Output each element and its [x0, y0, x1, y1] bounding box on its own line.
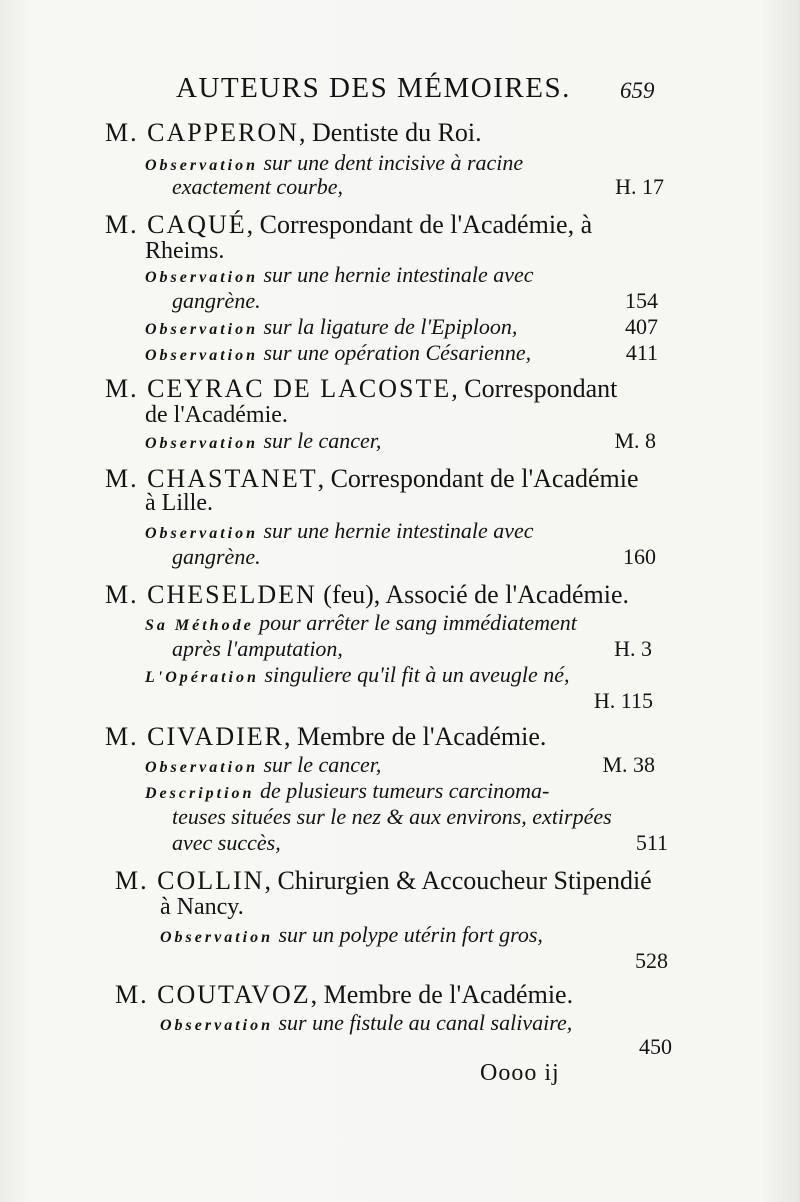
entry-title: sur une hernie intestinale avec: [258, 262, 534, 287]
entry-reference: M. 8: [614, 428, 656, 453]
entry-reference: 411: [625, 340, 658, 365]
memoir-entry: [145, 428, 656, 454]
memoir-entry-cont: [172, 174, 664, 200]
entry-title: sur une opération Césarienne,: [258, 340, 532, 365]
author-name: M. CAPPERON: [105, 118, 299, 147]
entry-title-cont: gangrène.: [172, 544, 261, 569]
entry-type: Sa Méthode: [145, 617, 254, 634]
author-heading: [115, 980, 573, 1010]
memoir-entry-cont: [172, 544, 656, 570]
entry-type: Observation: [160, 929, 273, 946]
author-description-cont: de l'Académie.: [145, 402, 288, 428]
entry-title: sur la ligature de l'Epiploon,: [258, 314, 518, 339]
entry-reference: 160: [623, 544, 656, 569]
author-heading: [105, 580, 629, 610]
entry-title: singuliere qu'il fit à un aveugle né,: [258, 662, 570, 687]
entry-type: Observation: [145, 157, 258, 174]
running-header: [176, 72, 686, 112]
entry-title-cont: gangrène.: [172, 288, 261, 313]
author-name: M. CHASTANET: [105, 464, 318, 493]
entry-title: pour arrêter le sang immédiatement: [253, 610, 577, 635]
entry-reference: H. 3: [614, 636, 652, 661]
entry-reference: 154: [625, 288, 658, 313]
memoir-entry: [145, 150, 523, 176]
memoir-entry-cont: [172, 636, 652, 662]
author-heading: [105, 374, 617, 404]
memoir-entry-cont: [172, 804, 612, 830]
author-heading: [105, 722, 546, 752]
page-number: 659: [620, 78, 655, 103]
entry-reference: 511: [635, 830, 668, 855]
entry-type: Observation: [160, 1017, 273, 1034]
entry-title: sur le cancer,: [258, 428, 382, 453]
author-name: M. CIVADIER: [105, 722, 284, 751]
author-description: , Membre de l'Académie.: [310, 980, 574, 1009]
author-name: M. COUTAVOZ: [115, 980, 311, 1009]
entry-title-cont: avec succès,: [172, 830, 281, 855]
author-description: , Dentiste du Roi.: [298, 118, 482, 147]
entry-type: Observation: [145, 435, 258, 452]
memoir-entry: [145, 518, 534, 544]
entry-title-cont: teuses situées sur le nez & aux environs, extirpées: [172, 804, 612, 829]
author-description: , Correspondant de l'Académie, à: [246, 210, 593, 239]
entry-reference: M. 38: [602, 752, 655, 777]
memoir-entry: [145, 610, 577, 636]
author-name: M. CAQUÉ: [105, 210, 247, 239]
author-description-cont: Rheims.: [145, 238, 225, 264]
entry-type: L'Opération: [145, 669, 259, 686]
entry-type: Observation: [145, 347, 258, 364]
author-description: , Correspondant de l'Académie: [317, 464, 639, 493]
author-description: , Membre de l'Académie.: [283, 722, 547, 751]
memoir-entry: [160, 922, 543, 948]
memoir-entry: [145, 662, 570, 688]
entry-title-cont: exactement courbe,: [172, 174, 344, 199]
author-description: , Chirurgien & Accoucheur Stipendié: [264, 866, 652, 895]
author-heading: [105, 118, 482, 148]
entry-title: sur une hernie intestinale avec: [258, 518, 534, 543]
entry-title: de plusieurs tumeurs carcinoma-: [254, 778, 550, 803]
entry-type: Description: [145, 785, 255, 802]
memoir-entry-cont: [580, 1034, 672, 1060]
memoir-entry: [160, 1010, 572, 1036]
author-description-cont: à Lille.: [145, 490, 213, 516]
entry-type: Observation: [145, 269, 258, 286]
entry-reference: H. 115: [593, 688, 653, 713]
author-heading: [115, 866, 652, 896]
memoir-entry: [145, 778, 549, 804]
memoir-entry-cont: [172, 288, 658, 314]
entry-title: sur un polype utérin fort gros,: [273, 922, 543, 947]
entry-title: sur le cancer,: [258, 752, 382, 777]
entry-reference: 407: [625, 314, 658, 339]
memoir-entry: [145, 262, 534, 288]
signature-mark: Oooo ij: [480, 1060, 560, 1086]
author-description-cont: à Nancy.: [160, 894, 244, 920]
entry-title-cont: après l'amputation,: [172, 636, 343, 661]
author-name: M. CEYRAC DE LACOSTE: [105, 374, 452, 403]
entry-reference: 528: [635, 948, 668, 973]
author-description: (feu), Associé de l'Académie.: [316, 580, 630, 609]
entry-type: Observation: [145, 321, 258, 338]
author-heading: [105, 210, 592, 240]
entry-type: Observation: [145, 759, 258, 776]
author-name: M. COLLIN: [115, 866, 265, 895]
memoir-entry-cont: [580, 948, 668, 974]
author-description: , Correspondant: [451, 374, 618, 403]
memoir-entry: [145, 340, 658, 366]
author-name: M. CHESELDEN: [105, 580, 317, 609]
entry-title: sur une fistule au canal salivaire,: [273, 1010, 573, 1035]
entry-reference: 450: [639, 1034, 672, 1059]
memoir-entry: [145, 752, 655, 778]
entry-reference: H. 17: [615, 174, 664, 199]
memoir-entry-cont: [172, 830, 668, 856]
entry-title: sur une dent incisive à racine: [258, 150, 524, 175]
entry-type: Observation: [145, 525, 258, 542]
memoir-entry: [145, 314, 658, 340]
memoir-entry-cont: [545, 688, 653, 714]
page-title: AUTEURS DES MÉMOIRES.: [176, 72, 571, 104]
